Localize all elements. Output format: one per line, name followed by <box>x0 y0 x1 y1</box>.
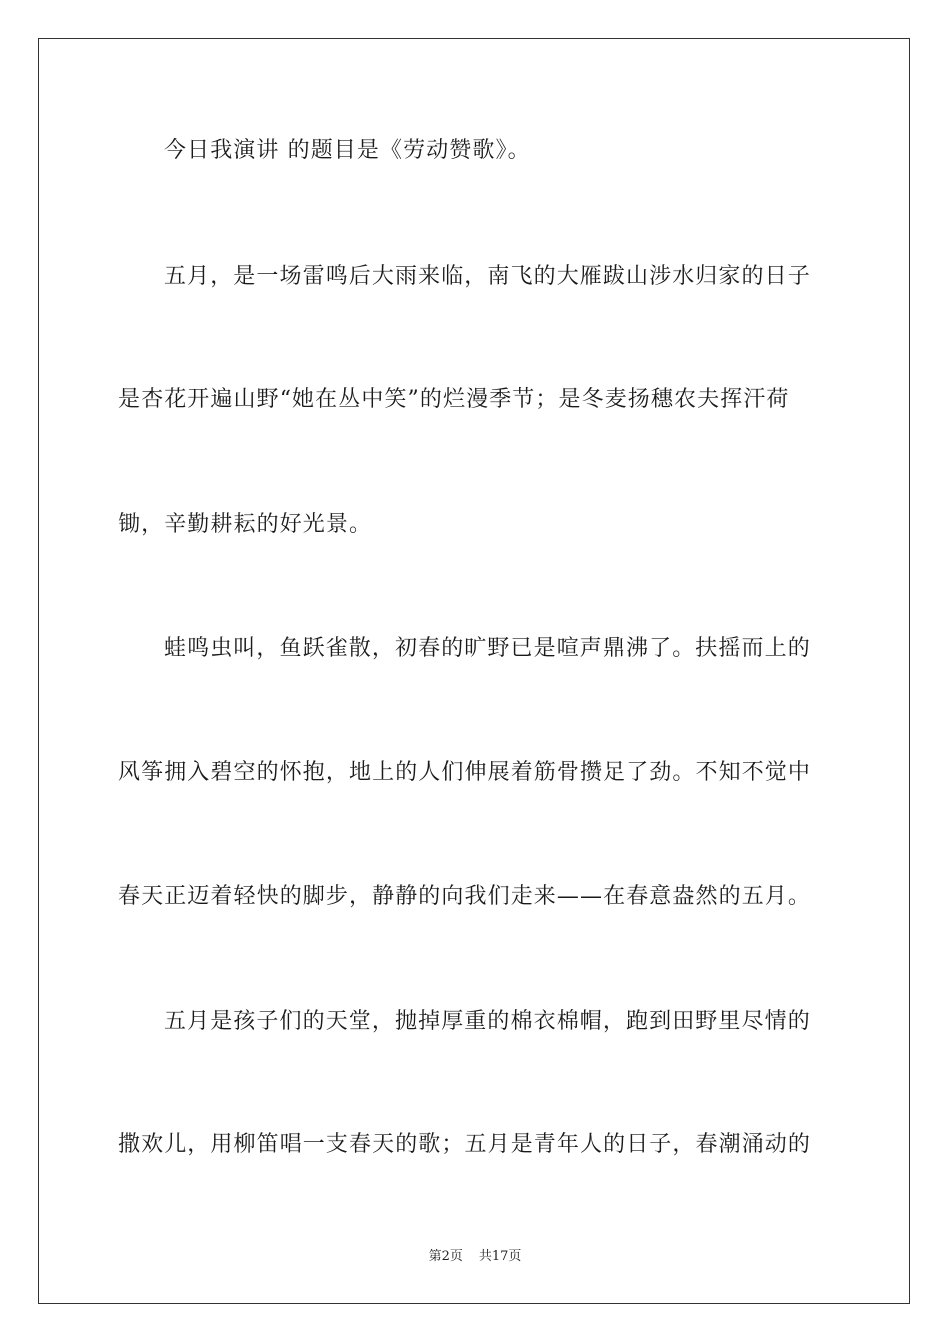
page-total: 共17页 <box>478 1249 522 1264</box>
paragraph-1-line-1: 五月，是一场雷鸣后大雨来临，南飞的大雁跋山涉水归家的日子 <box>164 264 811 289</box>
page-number: 第2页 <box>428 1249 463 1264</box>
page-footer <box>0 1248 950 1266</box>
page-border <box>38 38 910 1304</box>
paragraph-3-line-1: 五月是孩子们的天堂，抛掉厚重的棉衣棉帽，跑到田野里尽情的 <box>164 1009 811 1034</box>
paragraph-2-line-3: 春天正迈着轻快的脚步，静静的向我们走来——在春意盎然的五月。 <box>118 884 812 909</box>
paragraph-2-line-1: 蛙鸣虫叫，鱼跃雀散，初春的旷野已是喧声鼎沸了。扶摇而上的 <box>164 636 811 661</box>
paragraph-1-line-3: 锄，辛勤耕耘的好光景。 <box>118 512 373 537</box>
paragraph-3-line-2: 撒欢儿，用柳笛唱一支春天的歌；五月是青年人的日子，春潮涌动的 <box>118 1132 812 1157</box>
paragraph-2-line-2: 风筝拥入碧空的怀抱，地上的人们伸展着筋骨攒足了劲。不知不觉中 <box>118 760 812 785</box>
paragraph-title-line: 今日我演讲 的题目是《劳动赞歌》。 <box>164 138 531 163</box>
paragraph-1-line-2: 是杏花开遍山野“她在丛中笑”的烂漫季节；是冬麦扬穗农夫挥汗荷 <box>118 387 790 412</box>
